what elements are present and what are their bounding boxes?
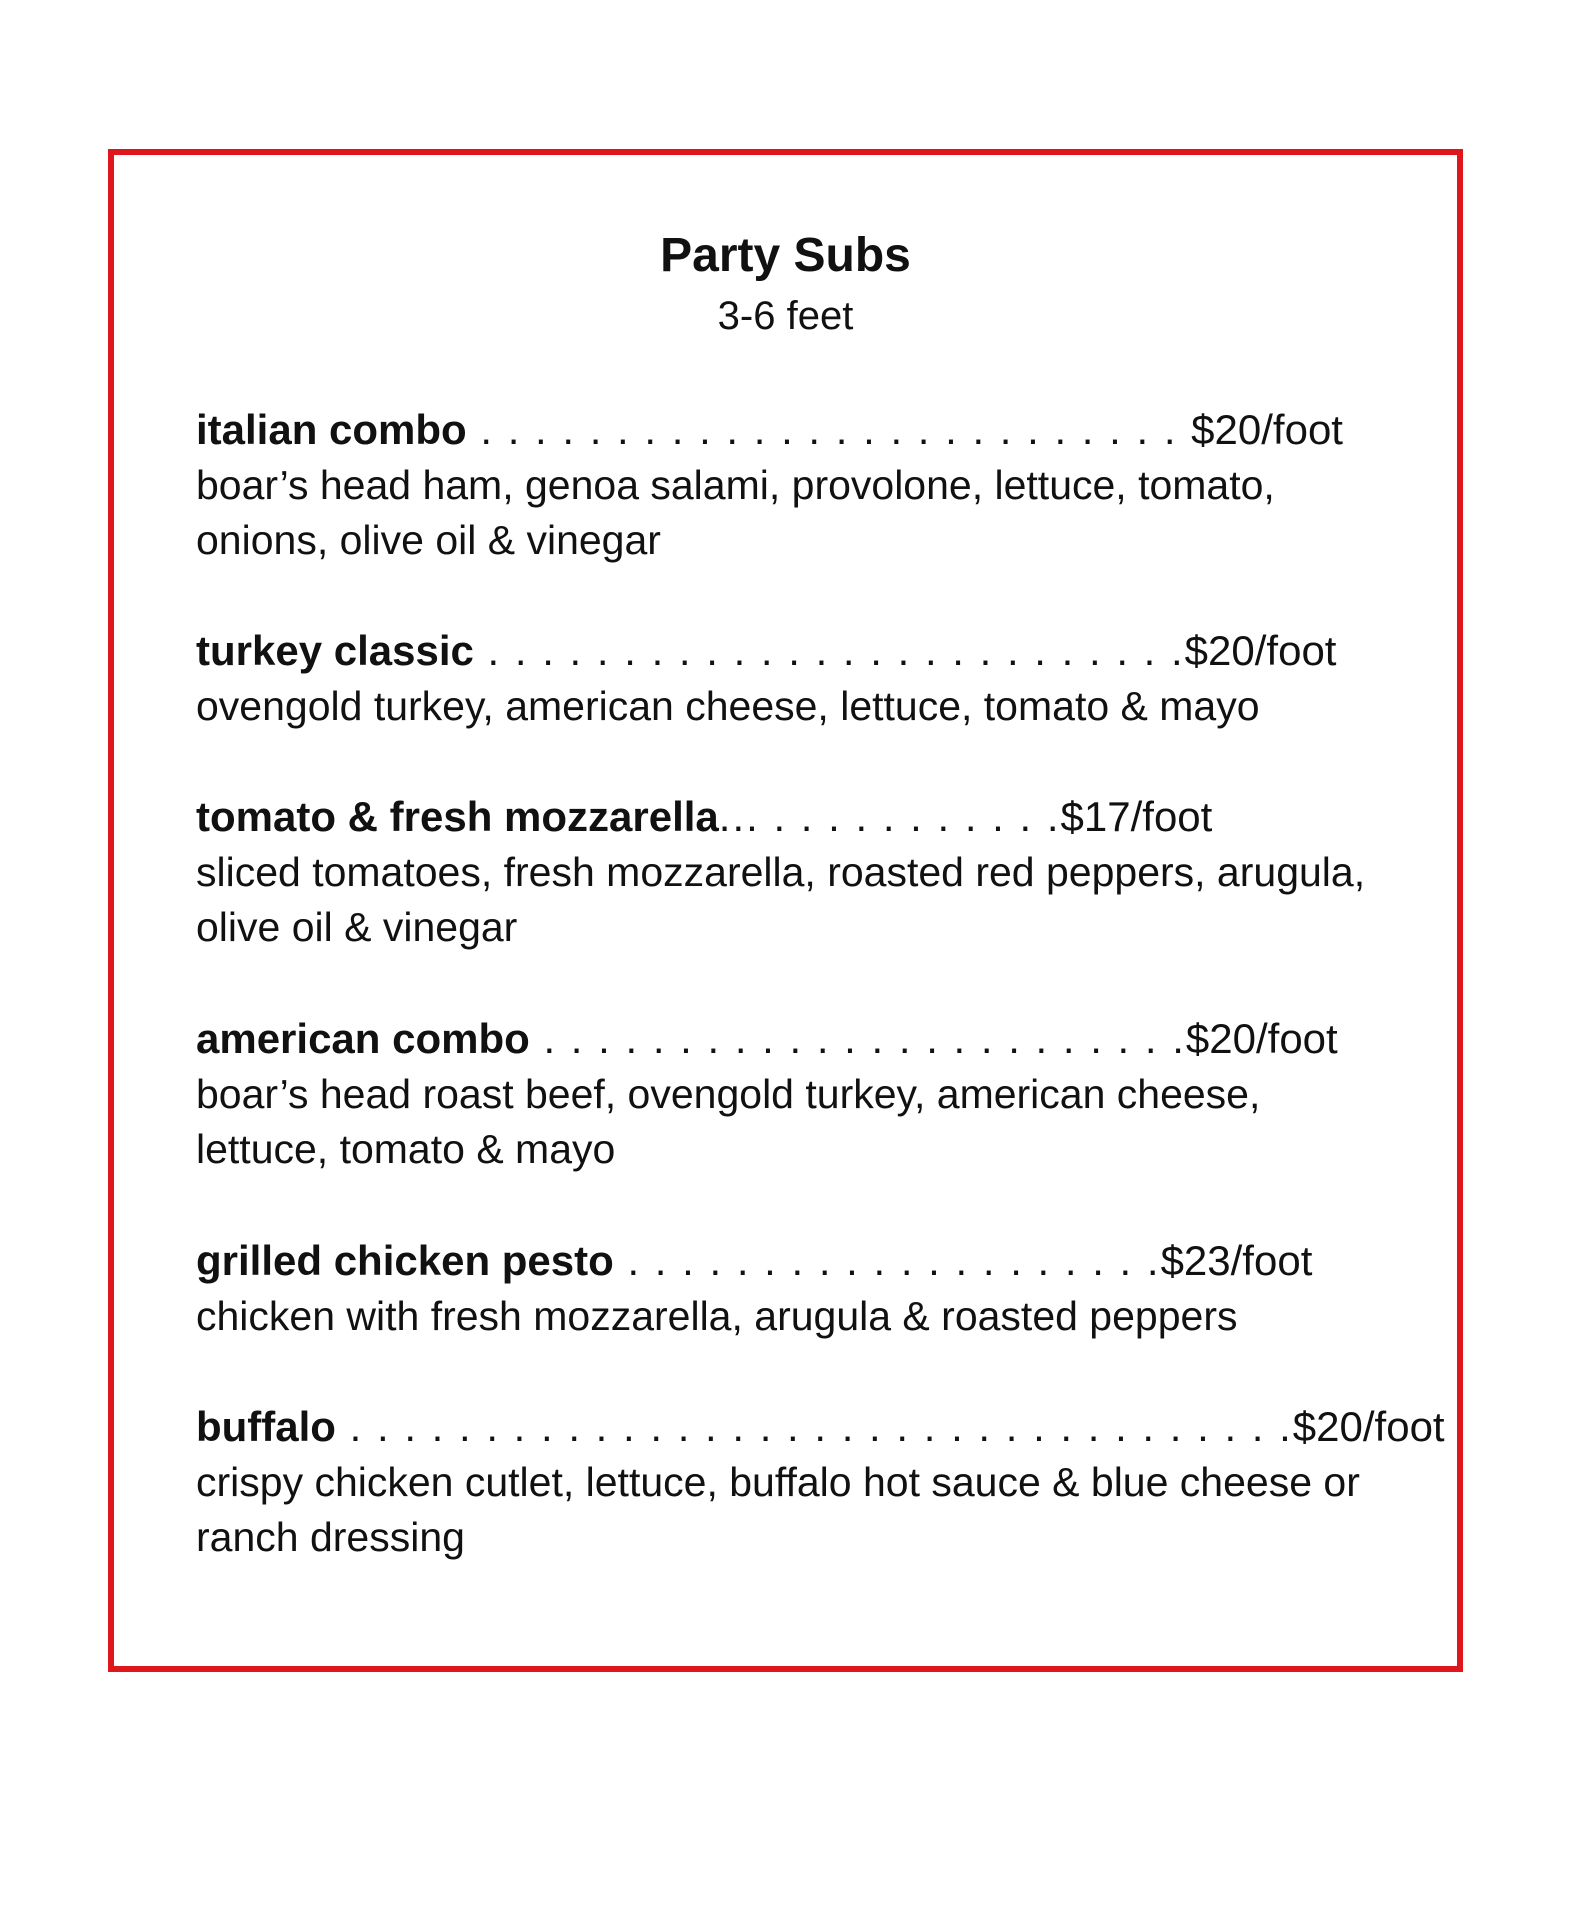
item-leader-dots: . . . . . . . . . . . . . . . . . . . . . . . .: [529, 1015, 1186, 1062]
item-name: turkey classic: [196, 627, 474, 674]
item-leader-dots: . . . . . . . . . . . . . . . . . . . . . . . . . .: [473, 627, 1185, 674]
item-description: crispy chicken cutlet, lettuce, buffalo hot sauce & blue cheese or ranch dressing: [196, 1459, 1360, 1560]
item-description: boar’s head ham, genoa salami, provolone, lettuce, tomato, onions, olive oil & vinegar: [196, 462, 1275, 563]
item-heading: [196, 789, 1396, 845]
item-price: $23/foot: [1160, 1237, 1313, 1284]
item-leader-dots: ... . . . . . . . . . . .: [718, 793, 1061, 840]
item-heading: [196, 1233, 1396, 1289]
item-leader-dots: . . . . . . . . . . . . . . . . . . . .: [613, 1237, 1161, 1284]
menu-item-buffalo: [196, 1399, 1445, 1565]
item-name: italian combo: [196, 406, 467, 453]
item-heading: [196, 623, 1396, 679]
item-heading: [196, 1011, 1396, 1067]
menu-item-turkey-classic: [196, 623, 1396, 734]
item-description: chicken with fresh mozzarella, arugula & roasted peppers: [196, 1293, 1238, 1339]
item-name: grilled chicken pesto: [196, 1237, 614, 1284]
item-heading: [196, 1399, 1445, 1455]
item-description: boar’s head roast beef, ovengold turkey, american cheese, lettuce, tomato & mayo: [196, 1071, 1261, 1172]
item-price: $20/foot: [1191, 406, 1343, 453]
item-price: $20/foot: [1292, 1403, 1445, 1450]
item-heading: [196, 402, 1396, 458]
item-leader-dots: . . . . . . . . . . . . . . . . . . . . . . . . . .: [466, 406, 1192, 453]
item-price: $20/foot: [1184, 627, 1337, 674]
item-description: ovengold turkey, american cheese, lettuce, tomato & mayo: [196, 683, 1260, 729]
item-leader-dots: . . . . . . . . . . . . . . . . . . . . . . . . . . . . . . . . . . .: [335, 1403, 1293, 1450]
item-name: tomato & fresh mozzarella: [196, 793, 719, 840]
item-name: buffalo: [196, 1403, 336, 1450]
menu-item-american-combo: [196, 1011, 1396, 1177]
menu-item-tomato-fresh-mozzarella: [196, 789, 1396, 955]
menu-subtitle: 3-6 feet: [717, 294, 854, 338]
item-name: american combo: [196, 1015, 530, 1062]
menu-title: Party Subs: [660, 229, 911, 282]
item-price: $20/foot: [1185, 1015, 1338, 1062]
menu-item-grilled-chicken-pesto: [196, 1233, 1396, 1344]
item-description: sliced tomatoes, fresh mozzarella, roasted red peppers, arugula, olive oil & vinegar: [196, 849, 1366, 950]
menu-item-italian-combo: [196, 402, 1396, 568]
item-price: $17/foot: [1060, 793, 1213, 840]
